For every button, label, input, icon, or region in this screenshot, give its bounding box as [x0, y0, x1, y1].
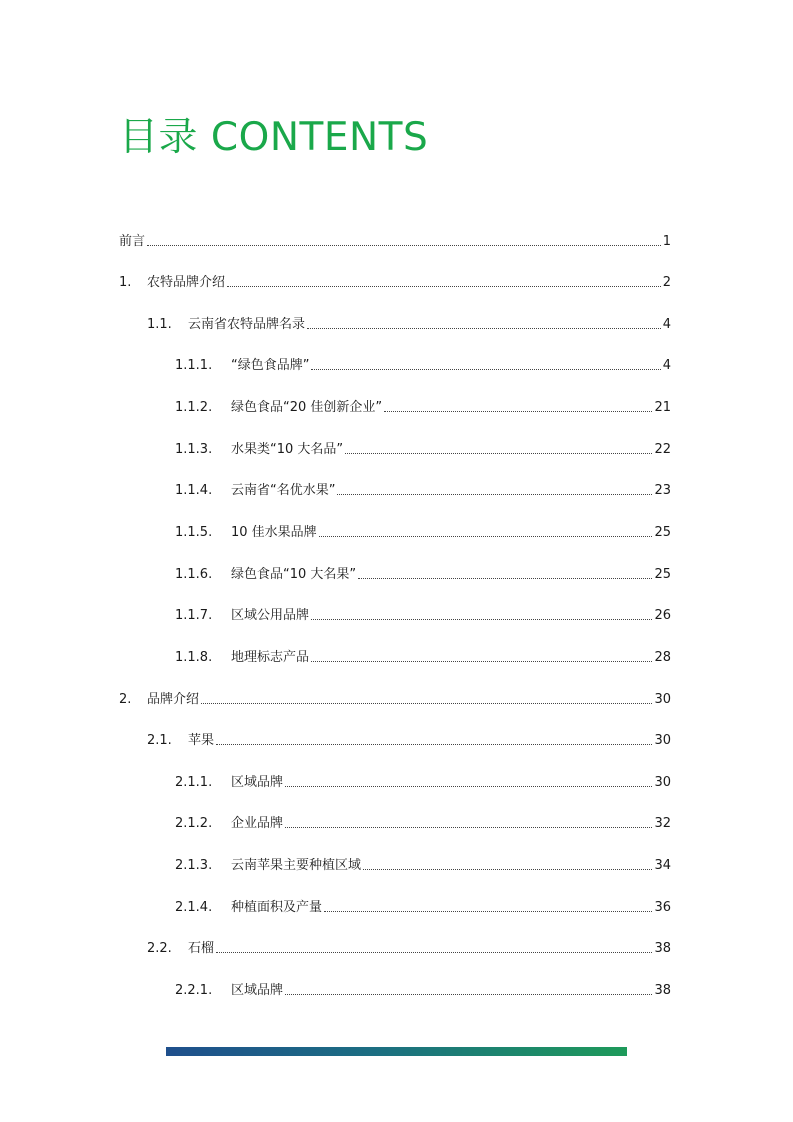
toc-number: 1.1. [147, 317, 172, 332]
toc-page-number: 21 [654, 400, 671, 415]
toc-label: 种植面积及产量 [231, 900, 323, 915]
toc-number: 1.1.6. [175, 567, 213, 582]
toc-page-number: 2 [662, 275, 671, 290]
toc-number: 2.1.3. [175, 858, 213, 873]
toc-entry-2-1-3[interactable] [175, 854, 671, 874]
toc-leader [337, 493, 652, 495]
toc-page-number: 23 [654, 483, 671, 498]
toc-page-number: 38 [654, 983, 671, 998]
toc-number: 1. [119, 275, 132, 290]
toc-entry-2-1[interactable] [147, 729, 671, 749]
toc-label: 云南苹果主要种植区域 [231, 858, 362, 873]
toc-label: 地理标志产品 [231, 650, 310, 665]
toc-label: 区域公用品牌 [231, 608, 310, 623]
toc-page-number: 32 [654, 816, 671, 831]
toc-label: 前言 [119, 234, 146, 249]
toc-number: 2.1.1. [175, 775, 213, 790]
toc-number: 2. [119, 692, 132, 707]
toc-page-number: 4 [662, 358, 671, 373]
toc-leader [363, 868, 652, 870]
toc-entry-1-1-6[interactable] [175, 563, 671, 583]
toc-number: 2.1.2. [175, 816, 213, 831]
toc-leader [201, 702, 652, 704]
toc-leader [311, 660, 652, 662]
toc-label: 云南省“名优水果” [231, 483, 336, 498]
toc-label: 绿色食品“20 佳创新企业” [231, 400, 383, 415]
toc-entry-1-1-5[interactable] [175, 521, 671, 541]
toc-number: 2.1.4. [175, 900, 213, 915]
toc-leader [345, 452, 652, 454]
toc-entry-1-1-2[interactable] [175, 396, 671, 416]
toc-number: 1.1.4. [175, 483, 213, 498]
toc-number: 1.1.7. [175, 608, 213, 623]
toc-entry-1-1[interactable] [147, 313, 671, 333]
toc-page-number: 25 [654, 567, 671, 582]
toc-number: 1.1.5. [175, 525, 213, 540]
toc-leader [358, 577, 652, 579]
toc-page-number: 30 [654, 733, 671, 748]
toc-entry-2-2[interactable] [147, 937, 671, 957]
toc-page-number: 26 [654, 608, 671, 623]
toc-entry-1-1-1[interactable] [175, 354, 671, 374]
toc-label: 企业品牌 [231, 816, 284, 831]
toc-page-number: 25 [654, 525, 671, 540]
toc-number: 1.1.3. [175, 442, 213, 457]
toc-number: 1.1.2. [175, 400, 213, 415]
toc-leader [324, 910, 652, 912]
page-title: 目录 CONTENTS [119, 115, 429, 160]
toc-leader [285, 785, 652, 787]
toc-label: 苹果 [188, 733, 215, 748]
toc-number: 1.1.1. [175, 358, 213, 373]
footer-gradient-bar [166, 1047, 627, 1056]
toc-number: 2.1. [147, 733, 172, 748]
toc-page-number: 1 [662, 234, 671, 249]
toc-leader [311, 618, 652, 620]
toc-label: “绿色食品牌” [231, 358, 310, 373]
toc-leader [285, 826, 652, 828]
toc-entry-2-2-1[interactable] [175, 979, 671, 999]
toc-label: 云南省农特品牌名录 [188, 317, 306, 332]
toc-label: 石榴 [188, 941, 215, 956]
toc-page-number: 4 [662, 317, 671, 332]
toc-page-number: 36 [654, 900, 671, 915]
toc-label: 农特品牌介绍 [147, 275, 226, 290]
toc-leader [285, 993, 652, 995]
toc-label: 品牌介绍 [147, 692, 200, 707]
toc-entry-2-1-4[interactable] [175, 896, 671, 916]
toc-label: 绿色食品“10 大名果” [231, 567, 357, 582]
toc-leader [227, 285, 661, 287]
toc-entry-1-1-7[interactable] [175, 604, 671, 624]
toc-label: 10 佳水果品牌 [231, 525, 317, 540]
toc-page-number: 22 [654, 442, 671, 457]
toc-number: 2.2.1. [175, 983, 213, 998]
toc-entry-1-1-4[interactable] [175, 479, 671, 499]
toc-leader [216, 743, 652, 745]
toc-entry-1-1-3[interactable] [175, 438, 671, 458]
toc-entry-1[interactable] [119, 271, 671, 291]
toc-entry-preface[interactable] [119, 230, 671, 250]
toc-page-number: 30 [654, 692, 671, 707]
toc-leader [319, 535, 653, 537]
toc-leader [311, 368, 660, 370]
toc-page-number: 34 [654, 858, 671, 873]
toc-label: 水果类“10 大名品” [231, 442, 344, 457]
toc-leader [216, 951, 652, 953]
toc-number: 2.2. [147, 941, 172, 956]
toc-leader [147, 244, 661, 246]
toc-number: 1.1.8. [175, 650, 213, 665]
toc-label: 区域品牌 [231, 775, 284, 790]
toc-page-number: 30 [654, 775, 671, 790]
toc-entry-2-1-2[interactable] [175, 812, 671, 832]
toc-entry-2-1-1[interactable] [175, 771, 671, 791]
toc-entry-1-1-8[interactable] [175, 646, 671, 666]
toc-leader [307, 327, 661, 329]
toc-label: 区域品牌 [231, 983, 284, 998]
toc-page-number: 38 [654, 941, 671, 956]
toc-entry-2[interactable] [119, 688, 671, 708]
toc-leader [384, 410, 652, 412]
toc-page-number: 28 [654, 650, 671, 665]
